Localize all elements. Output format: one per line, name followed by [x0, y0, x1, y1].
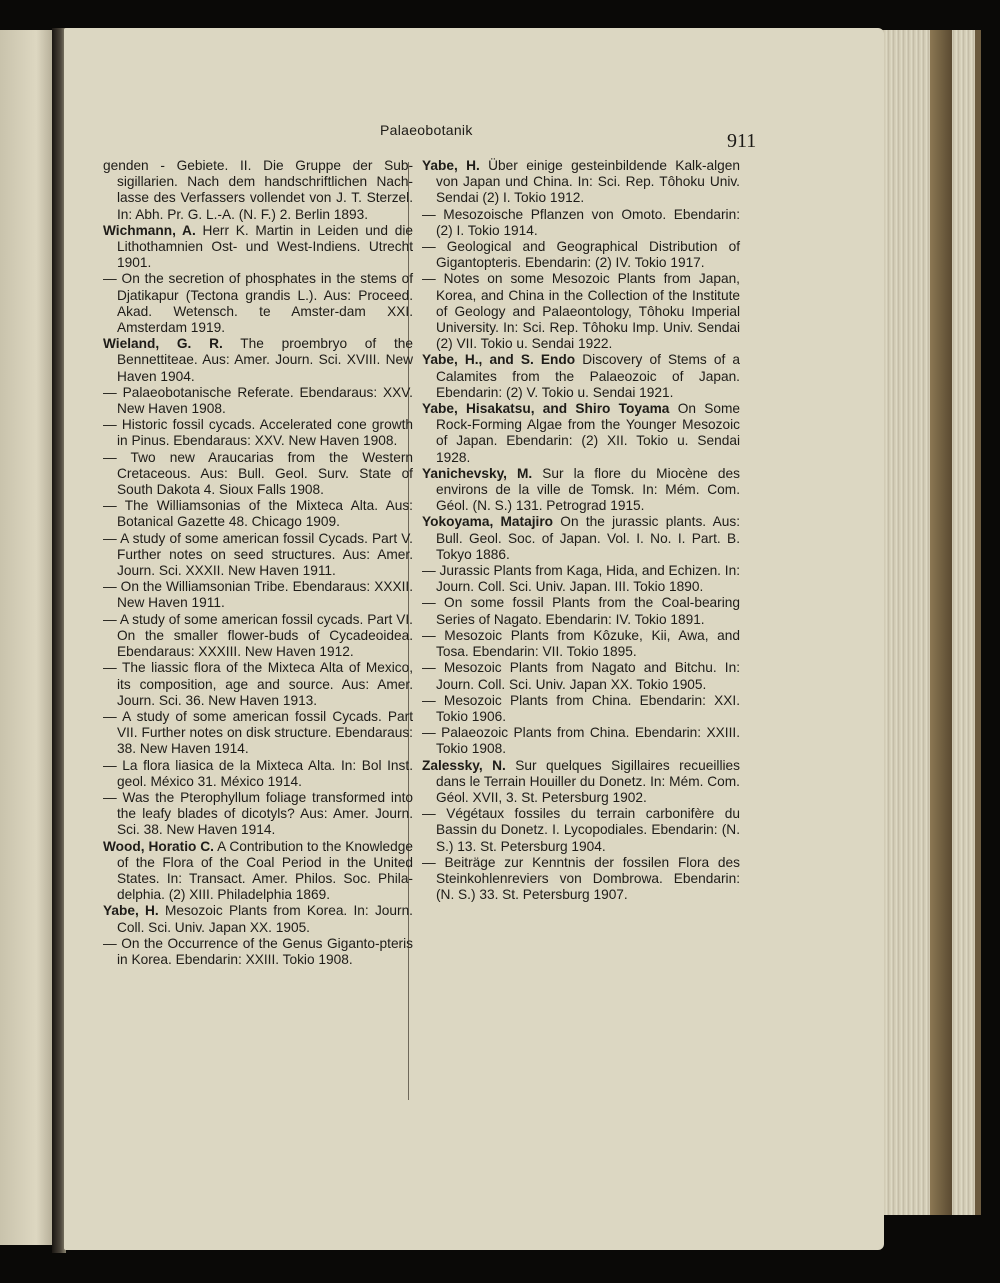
entry-text: — Végétaux fossiles du terrain carbonifère du Bassin du Donetz. I. Lycopodiales. Ebendarin: (N. S.) 13. St. Petersburg 1904. [422, 806, 740, 854]
entry-text: Mesozoic Plants from Korea. In: Journ. Coll. Sci. Univ. Japan XX. 1905. [117, 903, 413, 935]
bibliography-entry [103, 903, 413, 935]
entry-author: Yabe, H., and S. Endo [422, 352, 576, 368]
bibliography-entry [103, 158, 413, 223]
bibliography-entry [103, 223, 413, 272]
bibliography-entry [103, 660, 413, 709]
book-cover-edge [930, 30, 952, 1215]
bibliography-entry [422, 271, 740, 352]
left-column [103, 158, 413, 968]
entry-text: genden - Gebiete. II. Die Gruppe der Sub-sigillarien. Nach dem handschriftlichen Nach-lasse des Verfassers vollendet von J. T. Sterzel. In: Abh. Pr. G. L.-A. (N. F.) 2. Berlin 1893. [103, 158, 413, 222]
bibliography-entry [103, 936, 413, 968]
bibliography-entry [103, 417, 413, 449]
bibliography-entry [422, 595, 740, 627]
bibliography-entry [422, 563, 740, 595]
entry-text: — The Williamsonias of the Mixteca Alta. Aus: Botanical Gazette 48. Chicago 1909. [103, 498, 413, 530]
bibliography-entry [103, 612, 413, 661]
entry-author: Yokoyama, Matajiro [422, 514, 554, 530]
entry-text: — A study of some american fossil Cycads. Part V. Further notes on seed structures. Aus: Amer. Journ. Sci. XXXII. New Haven 1911. [103, 530, 413, 579]
bibliography-entry [422, 158, 740, 207]
entry-text: — On some fossil Plants from the Coal-bearing Series of Nagato. Ebendarin: IV. Tokio 1891. [422, 595, 740, 627]
previous-page-edge [0, 30, 52, 1245]
bibliography-entry [422, 806, 740, 855]
bibliography-entry [422, 207, 740, 239]
entry-author: Zalessky, N. [422, 757, 506, 773]
bibliography-entry [422, 660, 740, 692]
right-column [422, 158, 740, 903]
entry-text: — Mesozoic Plants from Nagato and Bitchu. In: Journ. Coll. Sci. Univ. Japan XX. Tokio 1905. [422, 660, 740, 692]
entry-text: Sur quelques Sigillaires recueillies dans le Terrain Houiller du Donetz. In: Mém. Com. Géol. XVII, 3. St. Petersburg 1902. [436, 757, 740, 805]
entry-author: Wichmann, A. [103, 222, 196, 238]
entry-text: Sur la flore du Miocène des environs de la ville de Tomsk. In: Mém. Com. Géol. (N. S.) 131. Petrograd 1915. [436, 465, 740, 514]
entry-text: — On the secretion of phosphates in the stems of Djatikapur (Tectona grandis L.). Aus: Proceed. Akad. Wetensch. te Amster-dam XXI. Amsterdam 1919. [103, 271, 413, 336]
entry-author: Yanichevsky, M. [422, 465, 533, 481]
bibliography-entry [422, 855, 740, 904]
entry-text: — Historic fossil cycads. Accelerated cone growth in Pinus. Ebendaraus: XXV. New Haven 1908. [103, 417, 413, 449]
bibliography-entry [103, 758, 413, 790]
entry-text: — Mesozoic Plants from China. Ebendarin: XXI. Tokio 1906. [422, 692, 740, 724]
entry-text: — Jurassic Plants from Kaga, Hida, and Echizen. In: Journ. Coll. Sci. Univ. Japan. III. Tokio 1890. [422, 563, 741, 595]
entry-text: — A study of some american fossil cycads. Part VI. On the smaller flower-buds of Cycadeoidea. Ebendaraus: XXXIII. New Haven 1912. [103, 611, 413, 660]
bibliography-entry [103, 790, 413, 839]
entry-text: — La flora liasica de la Mixteca Alta. In: Bol Inst. geol. México 31. México 1914. [103, 757, 413, 789]
entry-text: — On the Williamsonian Tribe. Ebendaraus: XXXII. New Haven 1911. [103, 579, 413, 611]
entry-text: On Some Rock-Forming Algae from the Younger Mesozoic of Japan. Ebendarin: (2) XII. Tokio u. Sendai 1928. [436, 401, 740, 465]
entry-author: Wood, Horatio C. [103, 838, 214, 854]
page-number: 911 [727, 130, 757, 152]
bibliography-entry [103, 709, 413, 758]
bibliography-entry [103, 336, 413, 385]
bibliography-entry [103, 385, 413, 417]
entry-text: Herr K. Martin in Leiden und die Lithothamnien Ost- und West-Indiens. Utrecht 1901. [117, 222, 413, 271]
entry-text: — Palaeozoic Plants from China. Ebendarin: XXIII. Tokio 1908. [422, 725, 740, 757]
bibliography-entry [103, 531, 413, 580]
entry-text: — The liassic flora of the Mixteca Alta of Mexico, its composition, age and source. Aus: Amer. Journ. Sci. 36. New Haven 1913. [103, 660, 413, 708]
running-head: Palaeobotanik [380, 122, 473, 138]
entry-text: — On the Occurrence of the Genus Giganto-pteris in Korea. Ebendarin: XXIII. Tokio 1908. [103, 935, 413, 967]
entry-text: The proembryo of the Bennettiteae. Aus: Amer. Journ. Sci. XVIII. New Haven 1904. [117, 336, 413, 384]
bibliography-entry [103, 839, 413, 904]
bibliography-entry [103, 579, 413, 611]
bibliography-entry [422, 693, 740, 725]
bibliography-entry [422, 239, 740, 271]
bibliography-entry [422, 725, 740, 757]
entry-text: — Beiträge zur Kenntnis der fossilen Flora des Steinkohlenreviers von Dombrowa. Ebendarin: (N. S.) 33. St. Petersburg 1907. [422, 854, 740, 903]
entry-author: Wieland, G. R. [103, 336, 223, 352]
bibliography-entry [422, 466, 740, 515]
bibliography-entry [422, 758, 740, 807]
bibliography-entry [422, 514, 740, 563]
entry-text: — Mesozoische Pflanzen von Omoto. Ebendarin: (2) I. Tokio 1914. [422, 206, 740, 238]
entry-text: A Contribution to the Knowledge of the Flora of the Coal Period in the United States. In: Transact. Amer. Philos. Soc. Phila-delphia. (2) XIII. Philadelphia 1869. [117, 838, 413, 903]
entry-text: — Geological and Geographical Distribution of Gigantopteris. Ebendarin: (2) IV. Tokio 1917. [422, 239, 740, 271]
entry-text: Über einige gesteinbildende Kalk-algen von Japan und China. In: Sci. Rep. Tôhoku Univ. Sendai (2) I. Tokio 1912. [436, 158, 740, 206]
entry-author: Yabe, H. [103, 903, 159, 919]
bibliography-entry [103, 271, 413, 336]
entry-text: — Palaeobotanische Referate. Ebendaraus: XXV. New Haven 1908. [103, 384, 413, 417]
entry-author: Yabe, Hisakatsu, and Shiro Toyama [422, 401, 670, 417]
bibliography-entry [103, 450, 413, 499]
entry-text: On the jurassic plants. Aus: Bull. Geol. Soc. of Japan. Vol. I. No. I. Part. B. Tokyo 1886. [436, 514, 741, 562]
entry-text: — Two new Araucarias from the Western Cretaceous. Aus: Bull. Geol. Surv. State of South Dakota 4. Sioux Falls 1908. [103, 449, 413, 498]
entry-text: — Notes on some Mesozoic Plants from Japan, Korea, and China in the Collection of the Institute of Geology and Palaeontology, Tôhoku Imperial University. In: Sci. Rep. Tôhoku Imp. Univ. Sendai (2) VII. Tokio u. Sendai 1922. [422, 271, 740, 352]
bibliography-entry [103, 498, 413, 530]
bibliography-entry [422, 401, 740, 466]
entry-text: — Was the Pterophyllum foliage transformed into the leafy blades of dicotyls? Aus: Amer. Journ. Sci. 38. New Haven 1914. [103, 789, 413, 838]
entry-author: Yabe, H. [422, 158, 480, 173]
entry-text: Discovery of Stems of a Calamites from the Palaeozoic of Japan. Ebendarin: (2) V. Tokio u. Sendai 1921. [436, 352, 740, 400]
entry-text: — A study of some american fossil Cycads. Part VII. Further notes on disk structure. Ebendaraus: 38. New Haven 1914. [103, 708, 413, 757]
entry-text: — Mesozoic Plants from Kôzuke, Kii, Awa, and Tosa. Ebendarin: VII. Tokio 1895. [422, 627, 740, 660]
bibliography-entry [422, 628, 740, 660]
bibliography-entry [422, 352, 740, 401]
